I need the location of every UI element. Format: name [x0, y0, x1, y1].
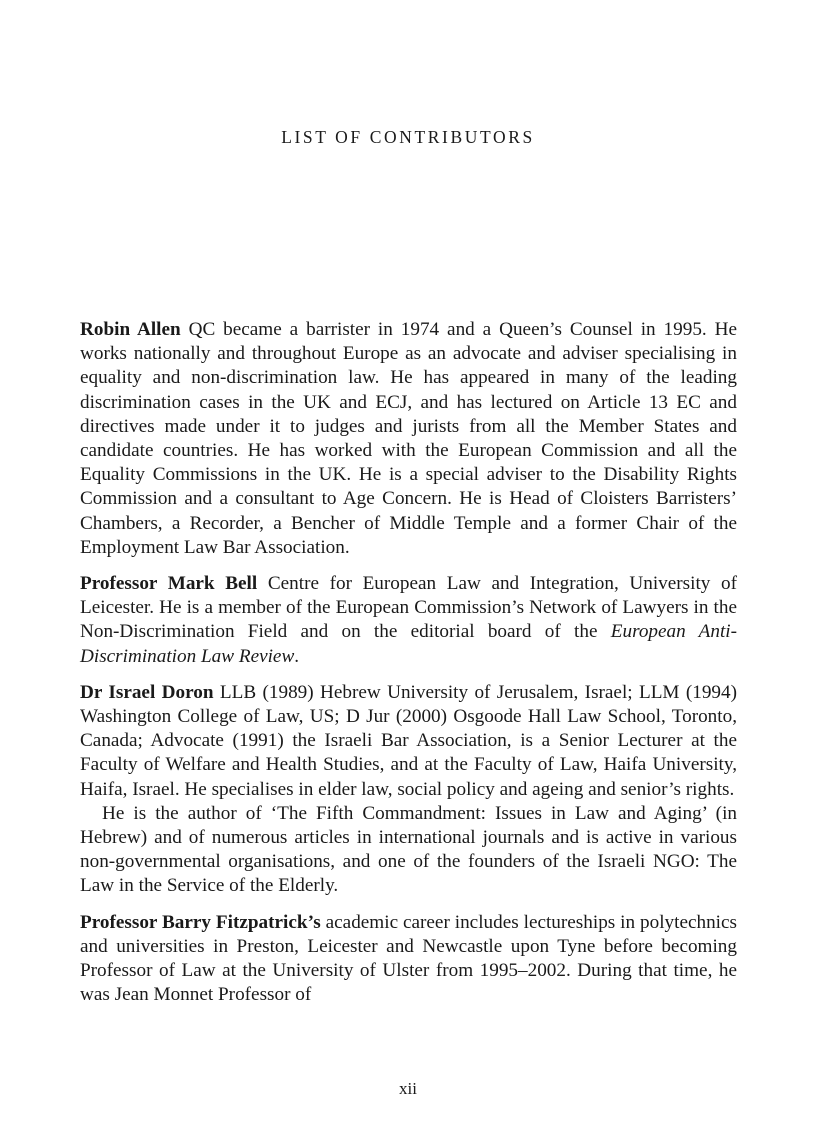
contributors-list	[80, 318, 737, 1019]
contributor-bio	[80, 911, 737, 1008]
contributor-name: Robin Allen	[80, 319, 181, 340]
contributor-description: LLB (1989) Hebrew University of Jerusalem, Israel; LLM (1994) Washington College of Law, US; D Jur (2000) Osgoode Hall Law School, Toronto, Canada; Advocate (1991) the Israeli Bar Association, is a Senior Lecturer at the Faculty of Welfare and Health Studies, and at the Faculty of Law, Haifa University, Haifa, Israel. He specialises in elder law, social policy and ageing and senior’s rights.	[80, 681, 737, 800]
contributor-name: Professor Barry Fitzpatrick’s	[80, 911, 321, 933]
contributor-bio-continued: He is the author of ‘The Fifth Commandment: Issues in Law and Aging’ (in Hebrew) and of numerous articles in international journals and is active in various non-governmental organisations, and one of the founders of the Israeli NGO: The Law in the Service of the Elderly.	[80, 802, 737, 897]
contributor-entry	[80, 911, 737, 1008]
contributor-bio	[80, 318, 737, 560]
contributor-name: Dr Israel Doron	[80, 681, 214, 703]
contributor-description: QC became a barrister in 1974 and a Queen’s Counsel in 1995. He works nationally and throughout Europe as an advocate and adviser specialising in equality and non-discrimination law. He has appeared in many of the leading discrimination cases in the UK and ECJ, and has lectured on Article 13 EC and directives made under it to judges and jurists from all the Member States and candidate countries. He has worked with the European Commission and all the Equality Commissions in the UK. He is a special adviser to the Disability Rights Commission and a consultant to Age Concern. He is Head of Cloisters Barristers’ Chambers, a Recorder, a Bencher of Middle Temple and a former Chair of the Employment Law Bar Association.	[80, 319, 737, 558]
contributor-entry	[80, 681, 737, 899]
contributor-name: Professor Mark Bell	[80, 573, 258, 595]
journal-title: European Anti-Discrimination Law Review	[80, 621, 737, 667]
contributor-bio	[80, 572, 737, 669]
contributor-bio	[80, 681, 737, 802]
contributor-description: Centre for European Law and Integration, University of Leicester. He is a member of the European Commission’s Network of Lawyers in the Non-Discrimination Field and on the editorial board of the	[80, 573, 737, 643]
contributor-entry	[80, 572, 737, 669]
contributor-description-end: .	[294, 645, 300, 667]
contributor-description: academic career includes lectureships in polytechnics and universities in Preston, Leicester and Newcastle upon Tyne before becoming Professor of Law at the University of Ulster from 1995–2002. During that time, he was Jean Monnet Professor of	[80, 911, 737, 1006]
page-number: xii	[399, 1079, 417, 1098]
contributor-entry	[80, 318, 737, 560]
page-title: LIST OF CONTRIBUTORS	[281, 127, 535, 147]
